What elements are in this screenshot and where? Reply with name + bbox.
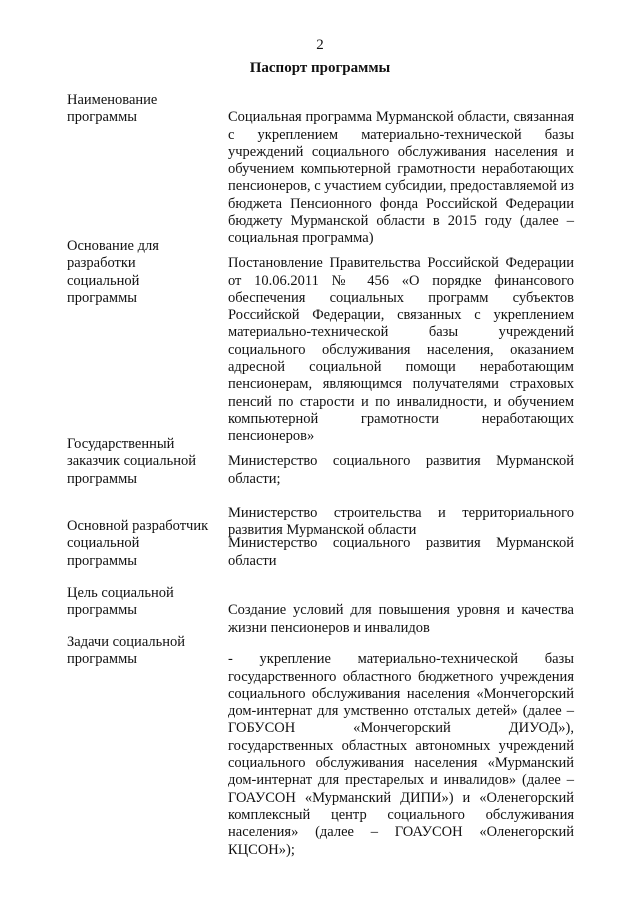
row-label: Основной разработчик социальной программы [67,518,209,569]
row-value-text: Министерство социального развития Мурманской области; [228,453,574,487]
row-value-text: - укрепление материально-технической базы государственного областного бюджетного учреждения социального обслуживания населения «Мончегорский дом-интернат для умственно отсталых детей» (далее – ГОБУСОН «Мончегорский ДИУОД»), государственных областных автономных учреждений социального обслуживания населения «Мурманский дом-интернат для престарелых и инвалидов» (далее – ГОАУСОН «Мурманский ДИПИ») и «Оленегорский комплексный центр социального обслуживания населения» (далее – ГОАУСОН «Оленегорский КЦСОН»); [228,651,574,858]
row-value [228,634,574,876]
row-value-text: Постановление Правительства Российской Федерации от 10.06.2011 № 456 «О порядке финансового обеспечения социальных программ субъектов Российской Федерации, связанных с укреплением материально-технической базы учреждений социального обслуживания населения, оказанием адресной социальной помощи неработающим пенсионерам, являющимся получателями страховых пенсий по старости и по инвалидности, и обучением компьютерной грамотности неработающих пенсионеров» [228,255,574,445]
row-value-text: Министерство социального развития Мурманской области [228,535,574,569]
row-label: Основание для разработки социальной программы [67,238,159,306]
row-value [228,238,574,463]
row-label: Цель социальной программы [67,585,174,619]
row-label: Задачи социальной программы [67,634,185,668]
row-value-text: Социальная программа Мурманской области, связанная с укреплением материально-технической базы учреждений социального обслуживания населения и обучением компьютерной грамотности неработающих пенсионеров, с участием субсидии, предоставляемой из бюджета Пенсионного фонда Российской Федерации бюджету Мурманской области в 2015 году (далее – социальная программа) [228,109,574,247]
row-value-text: Создание условий для повышения уровня и качества жизни пенсионеров и инвалидов [228,602,574,636]
row-label: Наименование программы [67,92,158,126]
row-label: Государственный заказчик социальной программы [67,436,196,487]
page-number: 2 [316,37,324,53]
row-value [228,518,574,587]
row-value-text-2: Министерство строительства и территориального развития Мурманской области [228,505,574,539]
document-title: Паспорт программы [249,60,391,76]
